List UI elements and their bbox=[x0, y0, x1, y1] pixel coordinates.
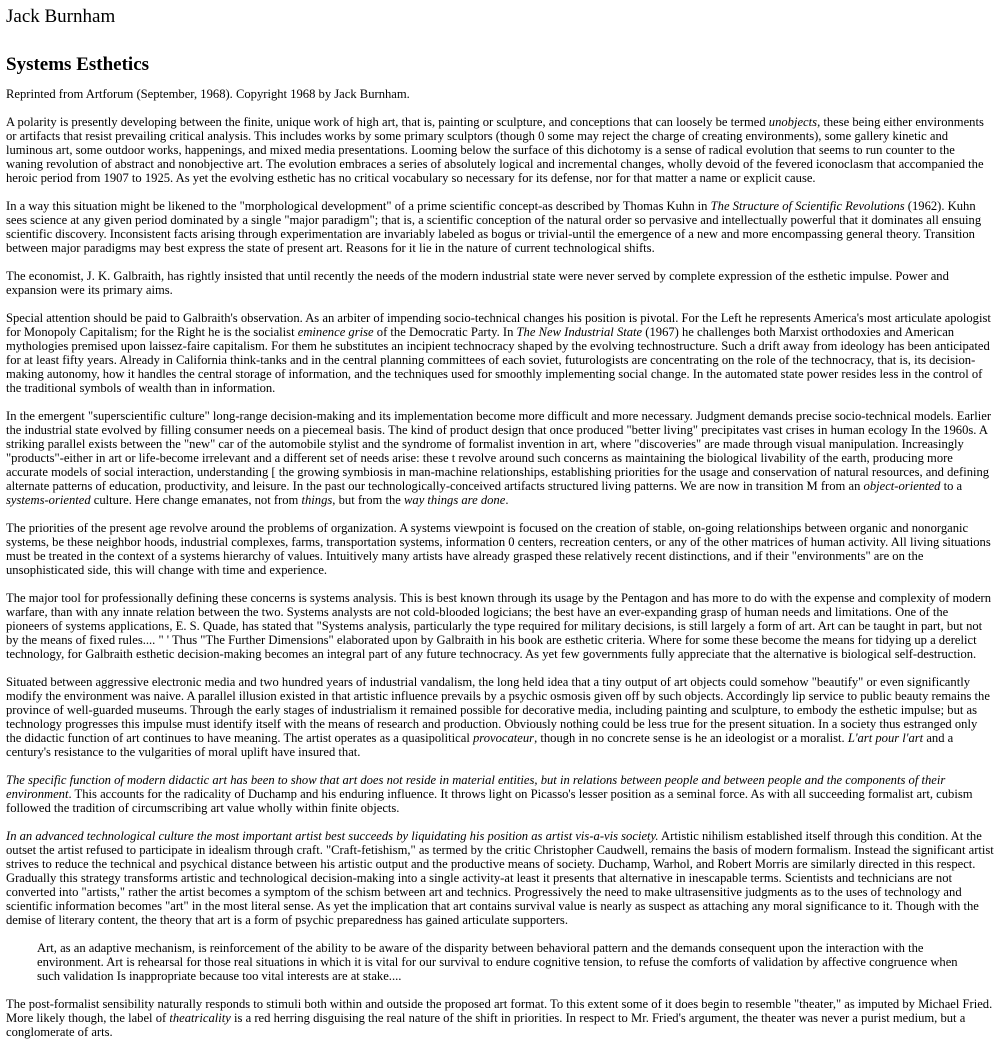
body-paragraph: In an advanced technological culture the most important artist best succeeds by liquidating his position as artist vis-a-vis society. Artistic nihilism established itself through this condition. At the outset the artist refused to participate in idealism through craft. "Craft-fetishism," as termed by the critic Christopher Caudwell, remains the basis of modern formalism. Instead the significant artist strives to reduce the technical and psychical distance between his artistic output and the productive means of society. Duchamp, Warhol, and Robert Morris are similarly directed in this respect. Gradually this strategy transforms artistic and technological decision-making into a single activity-at least it presents that alternative in inescapable terms. Scientists and technicians are not converted into "artists," rather the artist becomes a symptom of the schism between art and technics. Progressively the need to make ultrasensitive judgments as to the uses of technology and scientific information becomes "art" in the most literal sense. As yet the implication that art contains survival value is nearly as suspect as attaching any moral significance to it. Though with the demise of literary content, the theory that art is a form of psychic preparedness has gained articulate supporters. bbox=[6, 829, 994, 927]
italic-run: The specific function of modern didactic art has been to show that art does not reside in material entities, but in relations between people and between people and the components of their environment bbox=[6, 773, 946, 801]
body-paragraph: The specific function of modern didactic art has been to show that art does not reside in material entities, but in relations between people and between people and the components of their environment. This accounts for the radicality of Duchamp and his enduring influence. It throws light on Picasso's lesser position as a seminal force. As with all succeeding formalist art, cubism followed the tradition of circumscribing art value wholly within finite objects. bbox=[6, 773, 973, 815]
body-paragraph: The priorities of the present age revolve around the problems of organization. A systems viewpoint is focused on the creation of stable, on-going relationships between organic and nonorganic systems, be these neighbor hoods, industrial complexes, farms, transportation systems, information 0 centers, recreation centers, or any of the other matrices of human activity. All living situations must be treated in the context of a systems hierarchy of values. Intuitively many artists have already grasped these relatively recent distinctions, and if their "environments" are on the unsophisticated side, this will change with time and experience. bbox=[6, 521, 991, 577]
body-paragraph: Situated between aggressive electronic media and two hundred years of industrial vandalism, the long held idea that a tiny output of art objects could somehow "beautify" or even significantly modify the environment was naive. A parallel illusion existed in that artistic influence prevails by a psychic osmosis given off by such objects. Accordingly lip service to public beauty remains the province of well-guarded museums. Through the early stages of industrialism it remained possible for decorative media, including painting and sculpture, to embody the esthetic impulse; but as technology progresses this impulse must identify itself with the means of research and production. Obviously nothing could be less true for the present situation. In a society thus estranged only the didactic function of art continues to have meaning. The artist operates as a quasipolitical provocateur, though in no concrete sense is he an ideologist or a moralist. L'art pour l'art and a century's resistance to the vulgarities of moral uplift have insured that. bbox=[6, 675, 990, 759]
italic-run: provocateur bbox=[472, 731, 535, 745]
author-name: Jack Burnham bbox=[6, 6, 116, 27]
document-page bbox=[6, 6, 994, 1039]
body-paragraph: A polarity is presently developing between the finite, unique work of high art, that is, painting or sculpture, and conceptions that can loosely be termed unobjects, these being either environments or artifacts that resist prevailing critical analysis. This includes works by some primary sculptors (though 0 some may reject the charge of creating environments), some gallery kinetic and luminous art, some outdoor works, happenings, and mixed media presentations. Looming below the surface of this dichotomy is a sense of radical evolution that seems to run counter to the waning revolution of abstract and nonobjective art. The evolution embraces a series of absolutely logical and incremental changes, wholly devoid of the fevered iconoclasm that accompanied the heroic period from 1907 to 1925. As yet the evolving esthetic has no critical vocabulary so necessary for its defense, nor for that matter a name or explicit cause. bbox=[6, 115, 984, 185]
italic-run: object-oriented bbox=[863, 479, 941, 493]
body-paragraph: In a way this situation might be likened to the "morphological development" of a prime scientific concept-as described by Thomas Kuhn in The Structure of Scientific Revolutions (1962). Kuhn sees science at any given period dominated by a single "major paradigm"; that is, a scientific conception of the natural order so pervasive and intellectually powerful that it dominates all ensuing scientific discovery. Inconsistent facts arising through experimentation are invariably labeled as bogus or trivial-until the emergence of a new and more encompassing general theory. Transition between major paradigms may best express the state of present art. Reasons for it lie in the nature of current technological shifts. bbox=[6, 199, 982, 255]
body-paragraph: The major tool for professionally defining these concerns is systems analysis. This is best known through its usage by the Pentagon and has more to do with the expense and complexity of modern warfare, than with any innate relation between the two. Systems analysts are not cold-blooded logicians; the best have an ever-expanding grasp of human needs and limitations. One of the pioneers of systems applications, E. S. Quade, has stated that "Systems analysis, particularly the type required for military decisions, is still largely a form of art. Art can be taught in part, but not by the means of fixed rules.... " ' Thus "The Further Dimensions" elaborated upon by Galbraith in his book are esthetic criteria. Where for some these become the means for tidying up a derelict technology, for Galbraith esthetic decision-making becomes an integral part of any future technocracy. As yet few governments fully appreciate that the alternative is biological self-destruction. bbox=[6, 591, 992, 661]
italic-run: In an advanced technological culture the most important artist best succeeds by liquidating his position as artist vis-a-vis society. bbox=[6, 829, 659, 843]
italic-run: unobjects bbox=[768, 115, 818, 129]
body-paragraph: The economist, J. K. Galbraith, has rightly insisted that until recently the needs of the modern industrial state were never served by complete expression of the esthetic impulse. Power and expansion were its primary aims. bbox=[6, 269, 949, 297]
article-title: Systems Esthetics bbox=[6, 54, 150, 75]
block-quote: Art, as an adaptive mechanism, is reinforcement of the ability to be aware of the disparity between behavioral pattern and the demands consequent upon the interaction with the environment. Art is rehearsal for those real situations in which it is vital for our survival to endure cognitive tension, to refuse the comforts of validation by affective congruence when such validation Is inappropriate because too vital interests are at stake.... bbox=[37, 941, 958, 983]
italic-run: theatricality bbox=[169, 1011, 231, 1025]
reprint-notice: Reprinted from Artforum (September, 1968). Copyright 1968 by Jack Burnham. bbox=[6, 87, 410, 101]
italic-run: systems-oriented bbox=[6, 493, 91, 507]
italic-run: eminence grise bbox=[297, 325, 374, 339]
italic-run: The Structure of Scientific Revolutions bbox=[710, 199, 905, 213]
body-paragraph: Special attention should be paid to Galbraith's observation. As an arbiter of impending socio-technical changes his position is pivotal. For the Left he represents America's most articulate apologist for Monopoly Capitalism; for the Right he is the socialist eminence grise of the Democratic Party. In The New Industrial State (1967) he challenges both Marxist orthodoxies and American mythologies premised upon laissez-faire capitalism. For them he substitutes an incipient technocracy shaped by the evolving technostructure. Such a drift away from ideology has been anticipated for at least fifty years. Already in California think-tanks and in the central planning committees of each soviet, futurologists are concentrating on the role of the technocracy, that is, its decision-making autonomy, how it handles the central storage of information, and the techniques used for smoothly implementing social change. In the automated state power resides less in the control of the traditional symbols of wealth than in information. bbox=[6, 311, 991, 395]
italic-run: way things are done bbox=[404, 493, 506, 507]
body-paragraph-final: The post-formalist sensibility naturally responds to stimuli both within and outside the proposed art format. To this extent some of it does begin to resemble "theater," as imputed by Michael Fried. More likely though, the label of theatricality is a red herring disguising the real nature of the shift in priorities. In respect to Mr. Fried's argument, the theater was never a purist medium, but a conglomerate of arts. bbox=[6, 997, 993, 1039]
body-paragraph: In the emergent "superscientific culture" long-range decision-making and its implementation become more difficult and more necessary. Judgment demands precise socio-technical models. Earlier the industrial state evolved by filling consumer needs on a piecemeal basis. The kind of product design that once produced "better living" precipitates vast crises in human ecology In the 1960s. A striking parallel exists between the "new" car of the automobile stylist and the syndrome of formalist invention in art, where "discoveries" are made through visual manipulation. Increasingly "products"-either in art or life-become irrelevant and a different set of needs arise: these t revolve around such concerns as maintaining the biological livability of the earth, producing more accurate models of social interaction, understanding [ the growing symbiosis in man-machine relationships, establishing priorities for the usage and conservation of natural resources, and defining alternate patterns of education, productivity, and leisure. In the past our technologically-conceived artifacts structured living patterns. We are now in transition M from an object-oriented to a systems-oriented culture. Here change emanates, not from things, but from the way things are done. bbox=[6, 409, 992, 507]
italic-run: things bbox=[301, 493, 333, 507]
italic-run: The New Industrial State bbox=[516, 325, 643, 339]
italic-run: L'art pour l'art bbox=[847, 731, 924, 745]
